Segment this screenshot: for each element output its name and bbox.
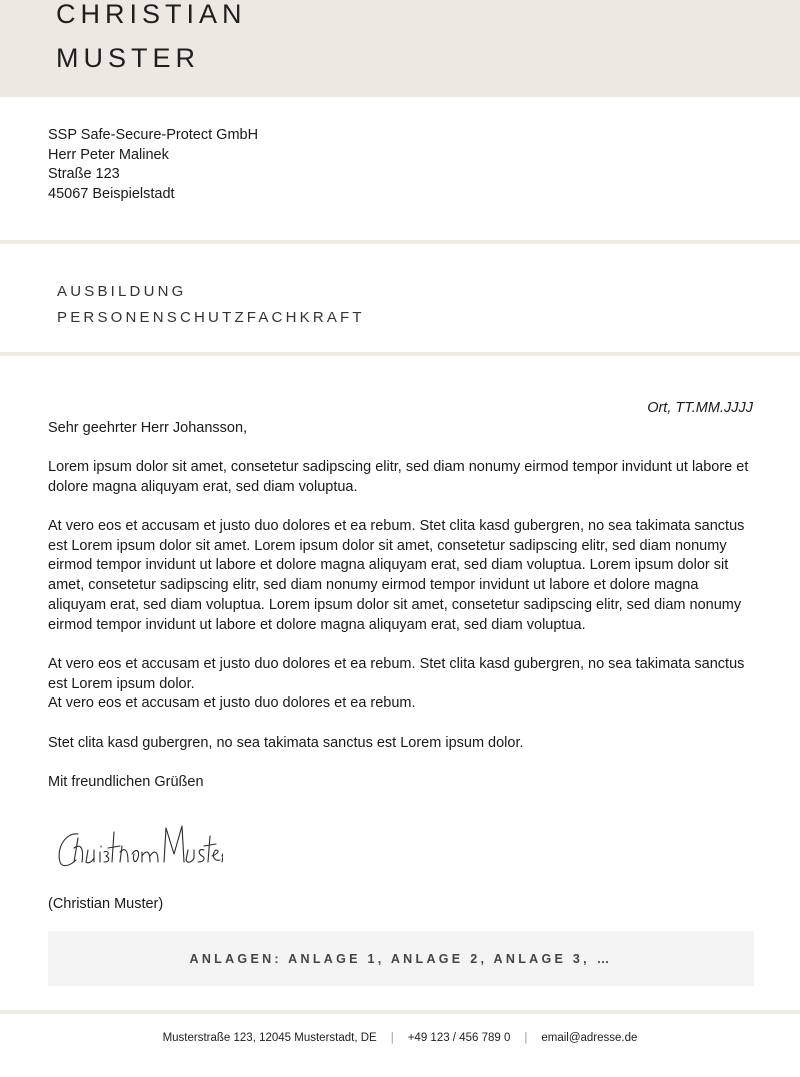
divider-top xyxy=(0,240,800,244)
subject-line-1: AUSBILDUNG xyxy=(57,283,187,300)
first-name: CHRISTIAN xyxy=(56,0,247,29)
attachments-box xyxy=(48,931,754,986)
recipient-city: 45067 Beispielstadt xyxy=(48,186,175,203)
closing: Mit freundlichen Grüßen xyxy=(48,774,204,790)
paragraph-3 xyxy=(48,655,760,714)
footer-separator: | xyxy=(390,1032,394,1044)
recipient-street: Straße 123 xyxy=(48,166,120,183)
subject-line-2: PERSONENSCHUTZFACHKRAFT xyxy=(57,309,365,326)
paragraph-3-line-2: At vero eos et accusam et justo duo dolores et ea rebum. xyxy=(48,695,416,712)
recipient-address xyxy=(48,126,258,205)
letter-date: Ort, TT.MM.JJJJ xyxy=(647,400,753,416)
paragraph-3-line-1: At vero eos et accusam et justo duo dolores et ea rebum. Stet clita kasd gubergren, no sea takimata sanctus est Lorem ipsum dolor. xyxy=(48,656,745,692)
footer-address: Musterstraße 123, 12045 Musterstadt, DE xyxy=(162,1032,377,1044)
footer-email: email@adresse.de xyxy=(541,1032,638,1044)
footer-contact xyxy=(0,1028,800,1048)
signed-name: (Christian Muster) xyxy=(48,896,164,912)
signature-drawing xyxy=(48,818,223,876)
recipient-company: SSP Safe-Secure-Protect GmbH xyxy=(48,127,259,143)
attachments-label: ANLAGEN: ANLAGE 1, ANLAGE 2, ANLAGE 3, … xyxy=(189,951,613,966)
footer-phone: +49 123 / 456 789 0 xyxy=(407,1032,511,1044)
salutation: Sehr geehrter Herr Johansson, xyxy=(48,420,248,436)
last-name: MUSTER xyxy=(56,43,200,73)
recipient-contact: Herr Peter Malinek xyxy=(48,146,169,163)
divider-subject xyxy=(0,352,800,356)
handwritten-signature xyxy=(48,818,223,876)
footer-separator: | xyxy=(524,1032,528,1044)
paragraph-2-text: At vero eos et accusam et justo duo dolores et ea rebum. Stet clita kasd gubergren, no sea takimata sanctus est Lorem ipsum dolor sit amet. Lorem ipsum dolor sit amet, consetetur sadipscing elitr, sed diam nonumy eirmod tempor invidunt ut labore et dolore magna aliquyam erat, sed diam voluptua. Lorem ipsum dolor sit amet, consetetur sadipscing elitr, sed diam nonumy eirmod tempor invidunt ut labore et dolore magna aliquyam erat, sed diam voluptua. Lorem ipsum dolor sit amet, consetetur sadipscing elitr, sed diam nonumy eirmod tempor invidunt ut labore et dolore magna aliquyam erat, sed diam voluptua. xyxy=(48,518,745,633)
paragraph-1-text: Lorem ipsum dolor sit amet, consetetur sadipscing elitr, sed diam nonumy eirmod tempor invidunt ut labore et dolore magna aliquyam erat, sed diam voluptua. xyxy=(48,459,749,495)
header-banner xyxy=(0,0,800,97)
divider-footer xyxy=(0,1010,800,1014)
paragraph-4: Stet clita kasd gubergren, no sea takimata sanctus est Lorem ipsum dolor. xyxy=(48,735,524,751)
paragraph-1 xyxy=(48,458,760,497)
paragraph-2 xyxy=(48,517,760,635)
